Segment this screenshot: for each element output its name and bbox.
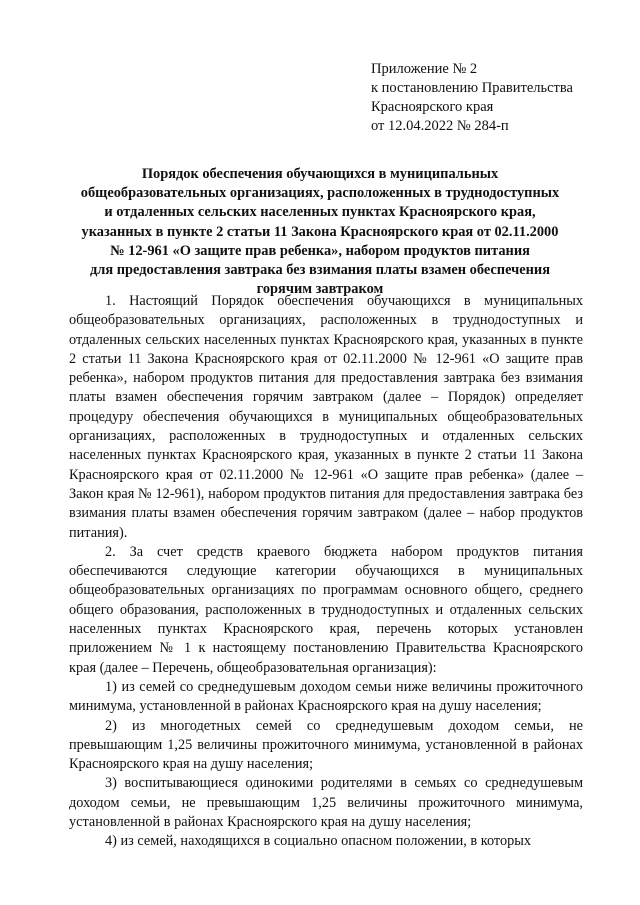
title-line: общеобразовательных организациях, расположенных в труднодоступных bbox=[80, 185, 560, 202]
appendix-header bbox=[371, 60, 621, 136]
title-line: указанных в пункте 2 статьи 11 Закона Красноярского края от 02.11.2000 bbox=[81, 223, 559, 240]
paragraph-item-1: 1) из семей со среднедушевым доходом семьи ниже величины прожиточного минимума, установленной в районах Красноярского края на душу населения; bbox=[69, 678, 583, 715]
paragraph-1: 1. Настоящий Порядок обеспечения обучающихся в муниципальных общеобразовательных организациях, расположенных в труднодоступных и отдаленных сельских населенных пунктах Красноярского края, указанных в пункте 2 статьи 11 Закона Красноярского края от 02.11.2000 № 12-961 «О защите прав ребенка», набором продуктов питания для предоставления завтрака без взимания платы взамен обеспечения горячим завтраком (далее – Порядок) определяет процедуру обеспечения обучающихся в муниципальных общеобразовательных организациях, расположенных в труднодоступных и отдаленных сельских населенных пунктах Красноярского края, указанных в пункте 2 статьи 11 Закона Красноярского края от 02.11.2000 № 12-961 «О защите прав ребенка» (далее – Закон края № 12-961), набором продуктов питания для предоставления завтрака без взимания платы взамен обеспечения горячим завтраком (далее – набор продуктов питания). bbox=[69, 293, 583, 541]
paragraph-2: 2. За счет средств краевого бюджета набором продуктов питания обеспечиваются следующие категории обучающихся в муниципальных общеобразовательных организациях по программам основного общего, среднего общего образования, расположенных в труднодоступных и отдаленных сельских населенных пунктах Красноярского края, перечень которых установлен приложением № 1 к настоящему постановлению Правительства Красноярского края (далее – Перечень, общеобразовательная организация): bbox=[69, 543, 583, 676]
paragraph-item-3: 3) воспитывающиеся одинокими родителями в семьях со среднедушевым доходом семьи, не превышающим 1,25 величины прожиточного минимума, установленной в районах Красноярского края на душу населения; bbox=[69, 775, 583, 831]
appendix-decree-ref: к постановлению Правительства bbox=[371, 80, 573, 96]
paragraph-item-2: 2) из многодетных семей со среднедушевым доходом семьи, не превышающим 1,25 величины прожиточного минимума, установленной в районах Красноярского края на душу населения; bbox=[69, 717, 583, 773]
paragraph-item-4: 4) из семей, находящихся в социально опасном положении, в которых bbox=[105, 833, 532, 850]
appendix-region: Красноярского края bbox=[371, 99, 494, 115]
title-line: и отдаленных сельских населенных пунктах Красноярского края, bbox=[104, 204, 536, 221]
title-line: для предоставления завтрака без взимания платы взамен обеспечения bbox=[90, 262, 550, 279]
title-line: № 12-961 «О защите прав ребенка», набором продуктов питания bbox=[110, 242, 530, 259]
title-line: горячим завтраком bbox=[256, 281, 384, 298]
appendix-number: Приложение № 2 bbox=[371, 61, 478, 77]
appendix-date: от 12.04.2022 № 284-п bbox=[371, 118, 509, 134]
title-line: Порядок обеспечения обучающихся в муниципальных bbox=[141, 166, 499, 182]
document-body bbox=[69, 292, 583, 852]
document-title bbox=[58, 165, 582, 299]
